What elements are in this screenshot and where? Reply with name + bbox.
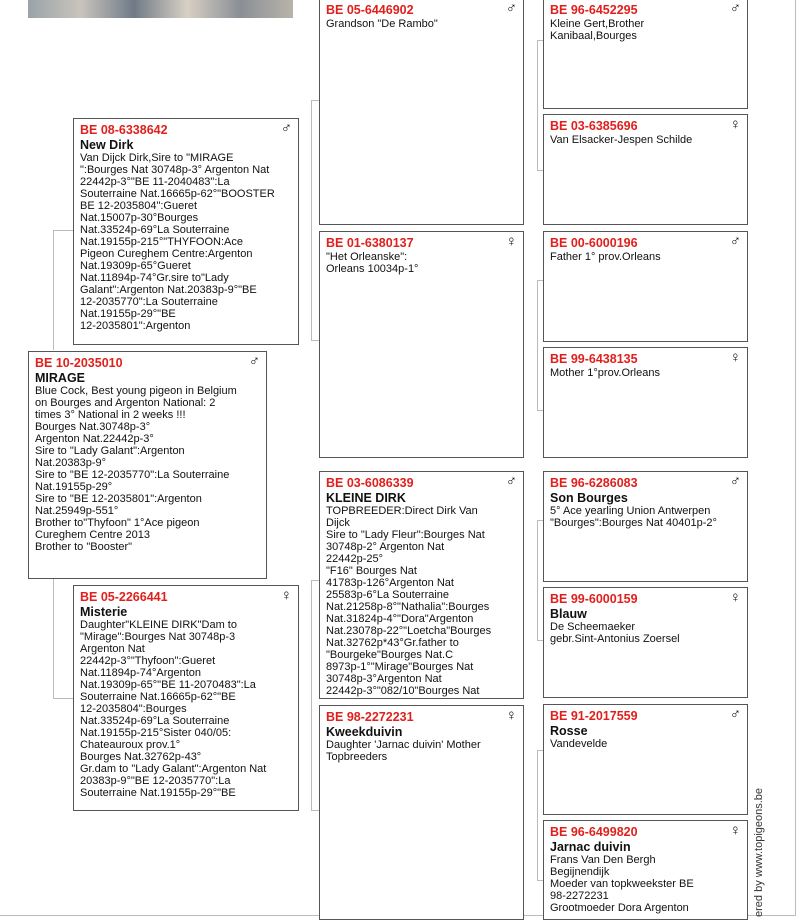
ring-number: BE 10-2035010 [35, 356, 123, 370]
ring-number: BE 99-6000159 [550, 592, 638, 606]
connector-line [53, 230, 73, 231]
male-icon: ♂ [248, 353, 260, 370]
pigeon-card-granddam-2[interactable] [319, 705, 524, 920]
male-icon: ♂ [280, 120, 292, 137]
ring-number: BE 00-6000196 [550, 236, 638, 250]
female-icon: ♀ [729, 589, 741, 606]
ring-number: BE 03-6086339 [326, 476, 414, 490]
connector-line [311, 580, 312, 700]
ring-number: BE 05-2266441 [80, 590, 168, 604]
pigeon-card-ggs-3[interactable] [543, 471, 748, 582]
pigeon-name: Blauw [550, 607, 587, 621]
pigeon-card-ggd-3[interactable] [543, 587, 748, 698]
connector-line [53, 578, 54, 698]
connector-line [311, 700, 312, 810]
connector-line [311, 100, 312, 230]
pigeon-card-ggs-4[interactable] [543, 704, 748, 815]
connector-line [311, 340, 319, 341]
connector-line [537, 40, 538, 170]
connector-line [537, 520, 538, 640]
pigeon-name: Jarnac duivin [550, 840, 631, 854]
ring-number: BE 98-2272231 [326, 710, 414, 724]
pigeon-card-grandsire-2[interactable] [319, 471, 524, 699]
pigeon-name: MIRAGE [35, 371, 85, 385]
connector-line [311, 580, 319, 581]
pigeon-description: Father 1° prov.Orleans [550, 251, 661, 263]
pigeon-description: Vandevelde [550, 738, 608, 750]
connector-line [311, 100, 319, 101]
pigeon-card-dam[interactable] [73, 585, 299, 811]
male-icon: ♂ [505, 0, 517, 17]
pigeon-description: Kleine Gert,Brother Kanibaal,Bourges [550, 18, 645, 42]
ring-number: BE 05-6446902 [326, 3, 414, 17]
pigeon-description: Grandson "De Rambo" [326, 18, 438, 30]
pigeon-description: De Scheemaeker gebr.Sint-Antonius Zoersel [550, 621, 680, 645]
ring-number: BE 96-6499820 [550, 825, 638, 839]
pigeon-description: 5° Ace yearling Union Antwerpen "Bourges":Bourges Nat 40401p-2° [550, 505, 717, 529]
ring-number: BE 91-2017559 [550, 709, 638, 723]
female-icon: ♀ [729, 116, 741, 133]
pigeon-name: Kweekduivin [326, 725, 403, 739]
pigeon-description: Van Dijck Dirk,Sire to "MIRAGE ":Bourges Nat 30748p-3° Argenton Nat 22442p-3°"BE 11-2040483":La Souterraine Nat.16665p-62°"BOOSTER BE 12-2035804":Gueret Nat.15007p-30°Bourges Nat.33524p-69°La Souterraine Nat.19155p-215°"THYFOON:Ace Pigeon Cureghem Centre:Argenton Nat.19309p-65°Gueret Nat.11894p-74°Gr.sire to"Lady Galant":Argenton Nat.20383p-9°"BE 12-2035770":La Souterraine Nat.19155p-29°"BE 12-2035801":Argenton [80, 152, 275, 332]
pigeon-card-ggs-2[interactable] [543, 231, 748, 342]
pigeon-card-sire[interactable] [73, 118, 299, 345]
ring-number: BE 99-6438135 [550, 352, 638, 366]
pigeon-card-ggd-1[interactable] [543, 114, 748, 225]
pigeon-name: New Dirk [80, 138, 134, 152]
female-icon: ♀ [505, 233, 517, 250]
pigeon-card-ggd-4[interactable] [543, 820, 748, 920]
ring-number: BE 03-6385696 [550, 119, 638, 133]
female-icon: ♀ [505, 707, 517, 724]
pigeon-description: Daughter"KLEINE DIRK"Dam to "Mirage":Bourges Nat 30748p-3 Argenton Nat 22442p-3°"Thyfoon":Gueret Nat.11894p-74°Argenton Nat.19309p-65°"BE 11-2070483":La Souterraine Nat.16665p-62°"BE 12-2035804":Bourges Nat.33524p-69°La Souterraine Nat.19155p-215°Sister 040/05: Chateauroux prov.1° Bourges Nat.32762p-43° Gr.dam to "Lady Galant":Argenton Nat 20383p-9°"BE 12-2035770":La Souterraine Nat.19155p-29°"BE [80, 619, 267, 799]
male-icon: ♂ [505, 473, 517, 490]
pigeon-card-subject[interactable] [28, 351, 267, 579]
connector-line [311, 230, 312, 340]
connector-line [537, 750, 538, 880]
pigeon-description: TOPBREEDER:Direct Dirk Van Dijck Sire to "Lady Fleur":Bourges Nat 30748p-2° Argenton Nat 22442p-25° "F16" Bourges Nat 41783p-126°Argenton Nat 25583p-6°La Souterraine Nat.21258p-8°"Nathalia":Bourges Nat.31824p-4°"Dora"Argenton Nat.23078p-22°"Loetcha"Bourges Nat.32762p*43°Gr.father to "Bourgeke"Bourges Nat.C 8973p-1°"Mirage"Bourges Nat 30748p-3°Argenton Nat 22442p-3°"082/10"Bourges Nat [326, 505, 492, 697]
ring-number: BE 01-6380137 [326, 236, 414, 250]
connector-line [53, 230, 54, 350]
pigeon-name: Misterie [80, 605, 128, 619]
connector-line [311, 810, 319, 811]
male-icon: ♂ [729, 473, 741, 490]
pigeon-description: Blue Cock, Best young pigeon in Belgium on Bourges and Argenton National: 2 times 3° National in 2 weeks !!! Bourges Nat.30748p-3° Argenton Nat.22442p-3° Sire to "Lady Galant":Argenton Nat.20383p-9° Sire to "BE 12-2035770":La Souterraine Nat.19155p-29° Sire to "BE 12-2035801":Argenton Nat.25949p-551° Brother to"Thyfoon" 1°Ace pigeon Cureghem Centre 2013 Brother to "Booster" [35, 385, 237, 553]
pigeon-card-ggd-2[interactable] [543, 347, 748, 458]
pigeon-name: Rosse [550, 724, 588, 738]
pigeon-card-ggs-1[interactable] [543, 0, 748, 109]
pigeon-card-granddam-1[interactable] [319, 231, 524, 458]
powered-by-credit[interactable]: ered by www.topigeons.be [753, 787, 765, 917]
pigeon-card-grandsire-1[interactable] [319, 0, 524, 225]
ring-number: BE 96-6286083 [550, 476, 638, 490]
ring-number: BE 08-6338642 [80, 123, 168, 137]
pigeon-name: KLEINE DIRK [326, 491, 406, 505]
pigeon-photo [28, 0, 293, 18]
female-icon: ♀ [280, 587, 292, 604]
male-icon: ♂ [729, 233, 741, 250]
pigeon-description: Daughter 'Jarnac duivin' Mother Topbreeders [326, 739, 481, 763]
connector-line [537, 280, 538, 410]
pigeon-description: "Het Orleanske": Orleans 10034p-1° [326, 251, 419, 275]
male-icon: ♂ [729, 0, 741, 17]
pigeon-description: Mother 1°prov.Orleans [550, 367, 660, 379]
male-icon: ♂ [729, 706, 741, 723]
female-icon: ♀ [729, 822, 741, 839]
pigeon-description: Van Elsacker-Jespen Schilde [550, 134, 693, 146]
connector-line [53, 698, 73, 699]
pigeon-description: Frans Van Den Bergh Begijnendijk Moeder van topkweekster BE 98-2272231 Grootmoeder Dora Argenton [550, 854, 694, 914]
pigeon-name: Son Bourges [550, 491, 628, 505]
female-icon: ♀ [729, 349, 741, 366]
ring-number: BE 96-6452295 [550, 3, 638, 17]
credit-text-container [749, 780, 769, 917]
